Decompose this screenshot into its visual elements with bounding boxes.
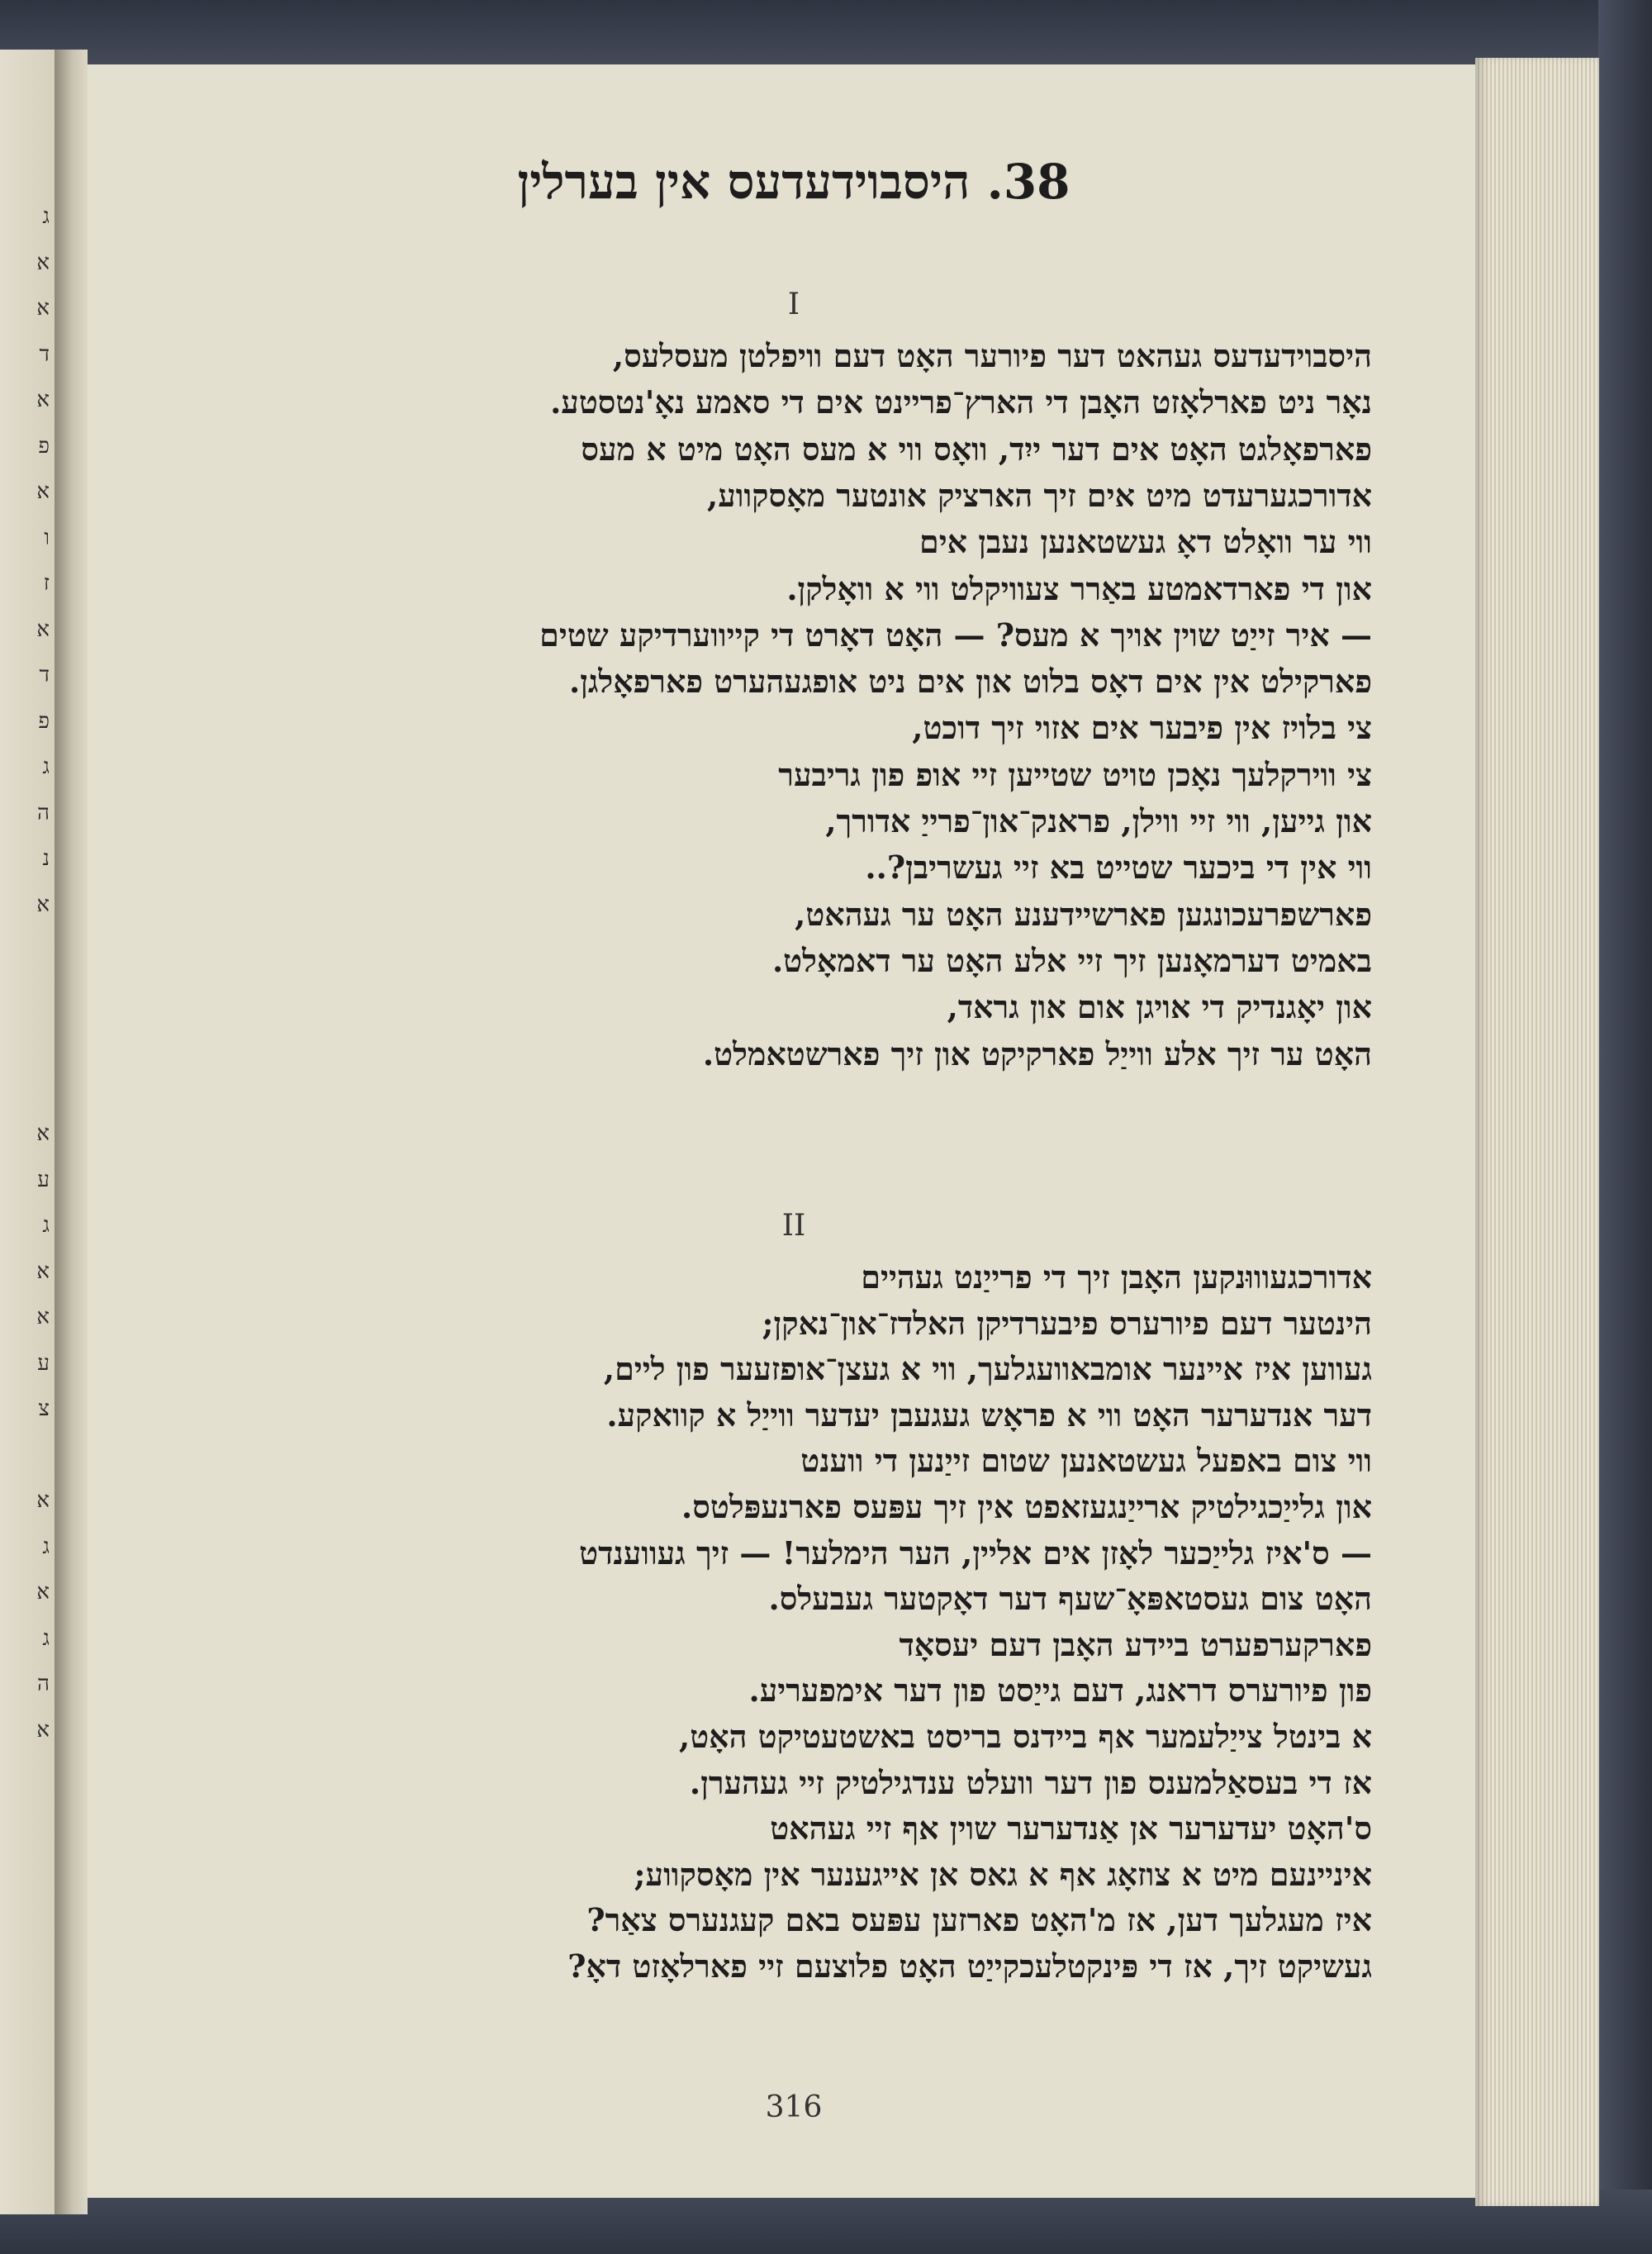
poem-line: געשיקט זיך, אז די פּינקטלעכקייַט האָט פלוצעם זיי פארלאָזט דאָ? bbox=[567, 1947, 1372, 1985]
left-page-fragment: א bbox=[36, 1717, 50, 1743]
poem-line: און יאָגנדיק די אויגן אום און גראד, bbox=[947, 988, 1372, 1026]
left-page-fragment: ה bbox=[37, 800, 50, 825]
poem-line: היסבוידעדעס געהאט דער פיורער האָט דעם וויפלטן מעסלעס, bbox=[612, 337, 1372, 374]
left-page-fragment: ג bbox=[42, 1534, 50, 1559]
poem-line: צי ווירקלעך נאָכן טויט שטייען זיי אופ פון גריבער bbox=[778, 755, 1372, 793]
poem-line: דער אנדערער האָט ווי א פראָש געגעבן יעדער ווייַל א קוואקע. bbox=[606, 1396, 1372, 1434]
poem-line: איז מעגלעך דען, אז מ'האָט פארזען עפּעס באם קעגנערס צאַר? bbox=[586, 1901, 1372, 1939]
poem-line: הינטער דעם פיורערס פיבערדיקן האלדז־און־נאקן; bbox=[762, 1304, 1372, 1342]
poem-line: ווי אין די ביכער שטייט בא זיי געשריבן?.. bbox=[865, 849, 1372, 887]
left-page-fragment: ז bbox=[43, 571, 50, 596]
poem-line: באמיט דערמאָנען זיך זיי אלע האָט ער דאמאָלט. bbox=[771, 941, 1372, 979]
left-page-fragment: ע bbox=[37, 1167, 50, 1192]
book-cover-top bbox=[0, 0, 1652, 66]
left-page-fragment: ג bbox=[42, 1213, 50, 1238]
poem-line: פון פיורערס דראנג, דעם גייַסט פון דער אימפעריע. bbox=[748, 1671, 1372, 1710]
left-page-fragment: א bbox=[36, 1305, 50, 1329]
left-page-fragment: א bbox=[36, 296, 50, 321]
poem-title: 38. היסבוידעדעס אין בערלין bbox=[517, 154, 1070, 210]
left-facing-page bbox=[0, 50, 55, 2214]
left-page-fragment: ו bbox=[44, 525, 50, 550]
left-page-fragment: א bbox=[36, 1488, 50, 1513]
poem-line: אז די בעסאַלמענס פון דער וועלט ענדגילטיק זיי געהערן. bbox=[689, 1763, 1372, 1801]
left-page-fragment: צ bbox=[38, 1396, 50, 1421]
left-page-fragment: פ bbox=[38, 433, 50, 459]
poem-line: א בינטל צייַלעמער אף ביידנס בריסט באשטעטיקט האָט, bbox=[679, 1718, 1372, 1755]
book-cover-bottom bbox=[0, 2190, 1652, 2254]
poem-line: פארקערפערט ביידע האָבן דעם יעסאָד bbox=[899, 1625, 1372, 1663]
poem-line: ווי צום באפעל געשטאנען שטום זייַנען די ווענט bbox=[800, 1442, 1372, 1480]
left-page-fragment: א bbox=[36, 616, 50, 642]
page-edges bbox=[1475, 58, 1599, 2206]
left-page-fragment: א bbox=[36, 892, 50, 917]
book-cover-right bbox=[1598, 0, 1652, 2254]
poem-line: — איר זייַט שוין אויך א מעס? — האָט דאָרט די קייווערדיקע שטים bbox=[539, 616, 1372, 654]
left-page-fragment: ג bbox=[42, 754, 50, 779]
left-page-text-fragments bbox=[17, 194, 50, 1753]
left-page-fragment: א bbox=[36, 479, 50, 504]
left-page-fragment: ג bbox=[42, 1625, 50, 1651]
left-page-fragment: ד bbox=[39, 663, 50, 687]
poem-line: צי בלויז אין פיבער אים אזוי זיך דוכט, bbox=[912, 709, 1372, 747]
book-page bbox=[88, 64, 1475, 2198]
poem-line: און גייען, ווי זיי ווילן, פראנק־און־פרייַ אדורך, bbox=[825, 802, 1372, 839]
poem-line: נאָר ניט פארלאָזט האָבן די הארץ־פריינט אים די סאמע נאָ'נטסטע. bbox=[550, 383, 1372, 421]
poem-line: פארשפרעכונגען פארשיידענע האָט ער געהאט, bbox=[795, 895, 1372, 933]
poem-line: ווי ער וואָלט דאָ געשטאנען נעבן אים bbox=[919, 523, 1372, 561]
left-page-fragment: א bbox=[36, 388, 50, 412]
left-page-fragment: ד bbox=[39, 341, 50, 367]
left-page-fragment: א bbox=[36, 250, 50, 275]
left-page-fragment bbox=[17, 1433, 50, 1479]
poem-line: פארפאָלגט האָט אים דער ייִד, וואָס ווי א מעס האָט מיט א מעס bbox=[581, 430, 1372, 468]
left-page-fragment: א bbox=[36, 1121, 50, 1146]
poem-line: פארקילט אין אים דאָס בלוט און אים ניט אופגעהערט פארפאָלגן. bbox=[568, 663, 1372, 701]
section-number-1: I bbox=[787, 288, 800, 321]
left-page-fragment: ע bbox=[37, 1350, 50, 1376]
section-number-2: II bbox=[781, 1209, 806, 1243]
left-page-fragment: א bbox=[36, 1580, 50, 1605]
poem-line: אדורכגעוווּנקען האָבן זיך די פרייַנט געהיים bbox=[861, 1258, 1372, 1296]
poem-line: האָט צום געסטאפּאָ־שעף דער דאָקטער געבעלס. bbox=[768, 1580, 1372, 1618]
left-page-fragment bbox=[17, 1020, 50, 1066]
poem-line: און גלייַכגילטיק ארייַנגעזאפט אין זיך עפּעס פארנעפּלטס. bbox=[681, 1488, 1372, 1525]
poem-line: איניינעם מיט א צוזאָג אף א גאס אן אייגענער אין מאָסקווע; bbox=[634, 1855, 1372, 1893]
poem-line: — ס'איז גלייַכער לאָזן אים אליין, הער הימלער! — זיך געווענדט bbox=[579, 1534, 1372, 1572]
page-number: 316 bbox=[765, 2090, 823, 2124]
book-gutter bbox=[55, 50, 88, 2214]
left-page-fragment: פ bbox=[38, 708, 50, 734]
left-page-fragment bbox=[17, 974, 50, 1020]
left-page-fragment: א bbox=[36, 1258, 50, 1284]
poem-line: געווען איז איינער אומבאוועגלעך, ווי א געצן־אופזעער פון ליים, bbox=[603, 1350, 1372, 1388]
left-page-fragment bbox=[17, 928, 50, 974]
poem-line: אדורכגערעדט מיט אים זיך הארציק אונטער מאָסקווע, bbox=[707, 476, 1372, 514]
poem-line: האָט ער זיך אלע ווייַל פארקיקט און זיך פארשטאמלט. bbox=[702, 1034, 1372, 1072]
poem-line: ס'האָט יעדערער אן אַנדערער שוין אף זיי געהאט bbox=[770, 1809, 1372, 1847]
left-page-fragment: ג bbox=[42, 204, 50, 229]
left-page-fragment: ה bbox=[37, 1671, 50, 1696]
poem-line: און די פארדאמטע באַרר צעוויקלט ווי א וואָלקן. bbox=[786, 569, 1372, 607]
left-page-fragment bbox=[17, 1066, 50, 1112]
left-page-fragment: נ bbox=[42, 846, 50, 871]
